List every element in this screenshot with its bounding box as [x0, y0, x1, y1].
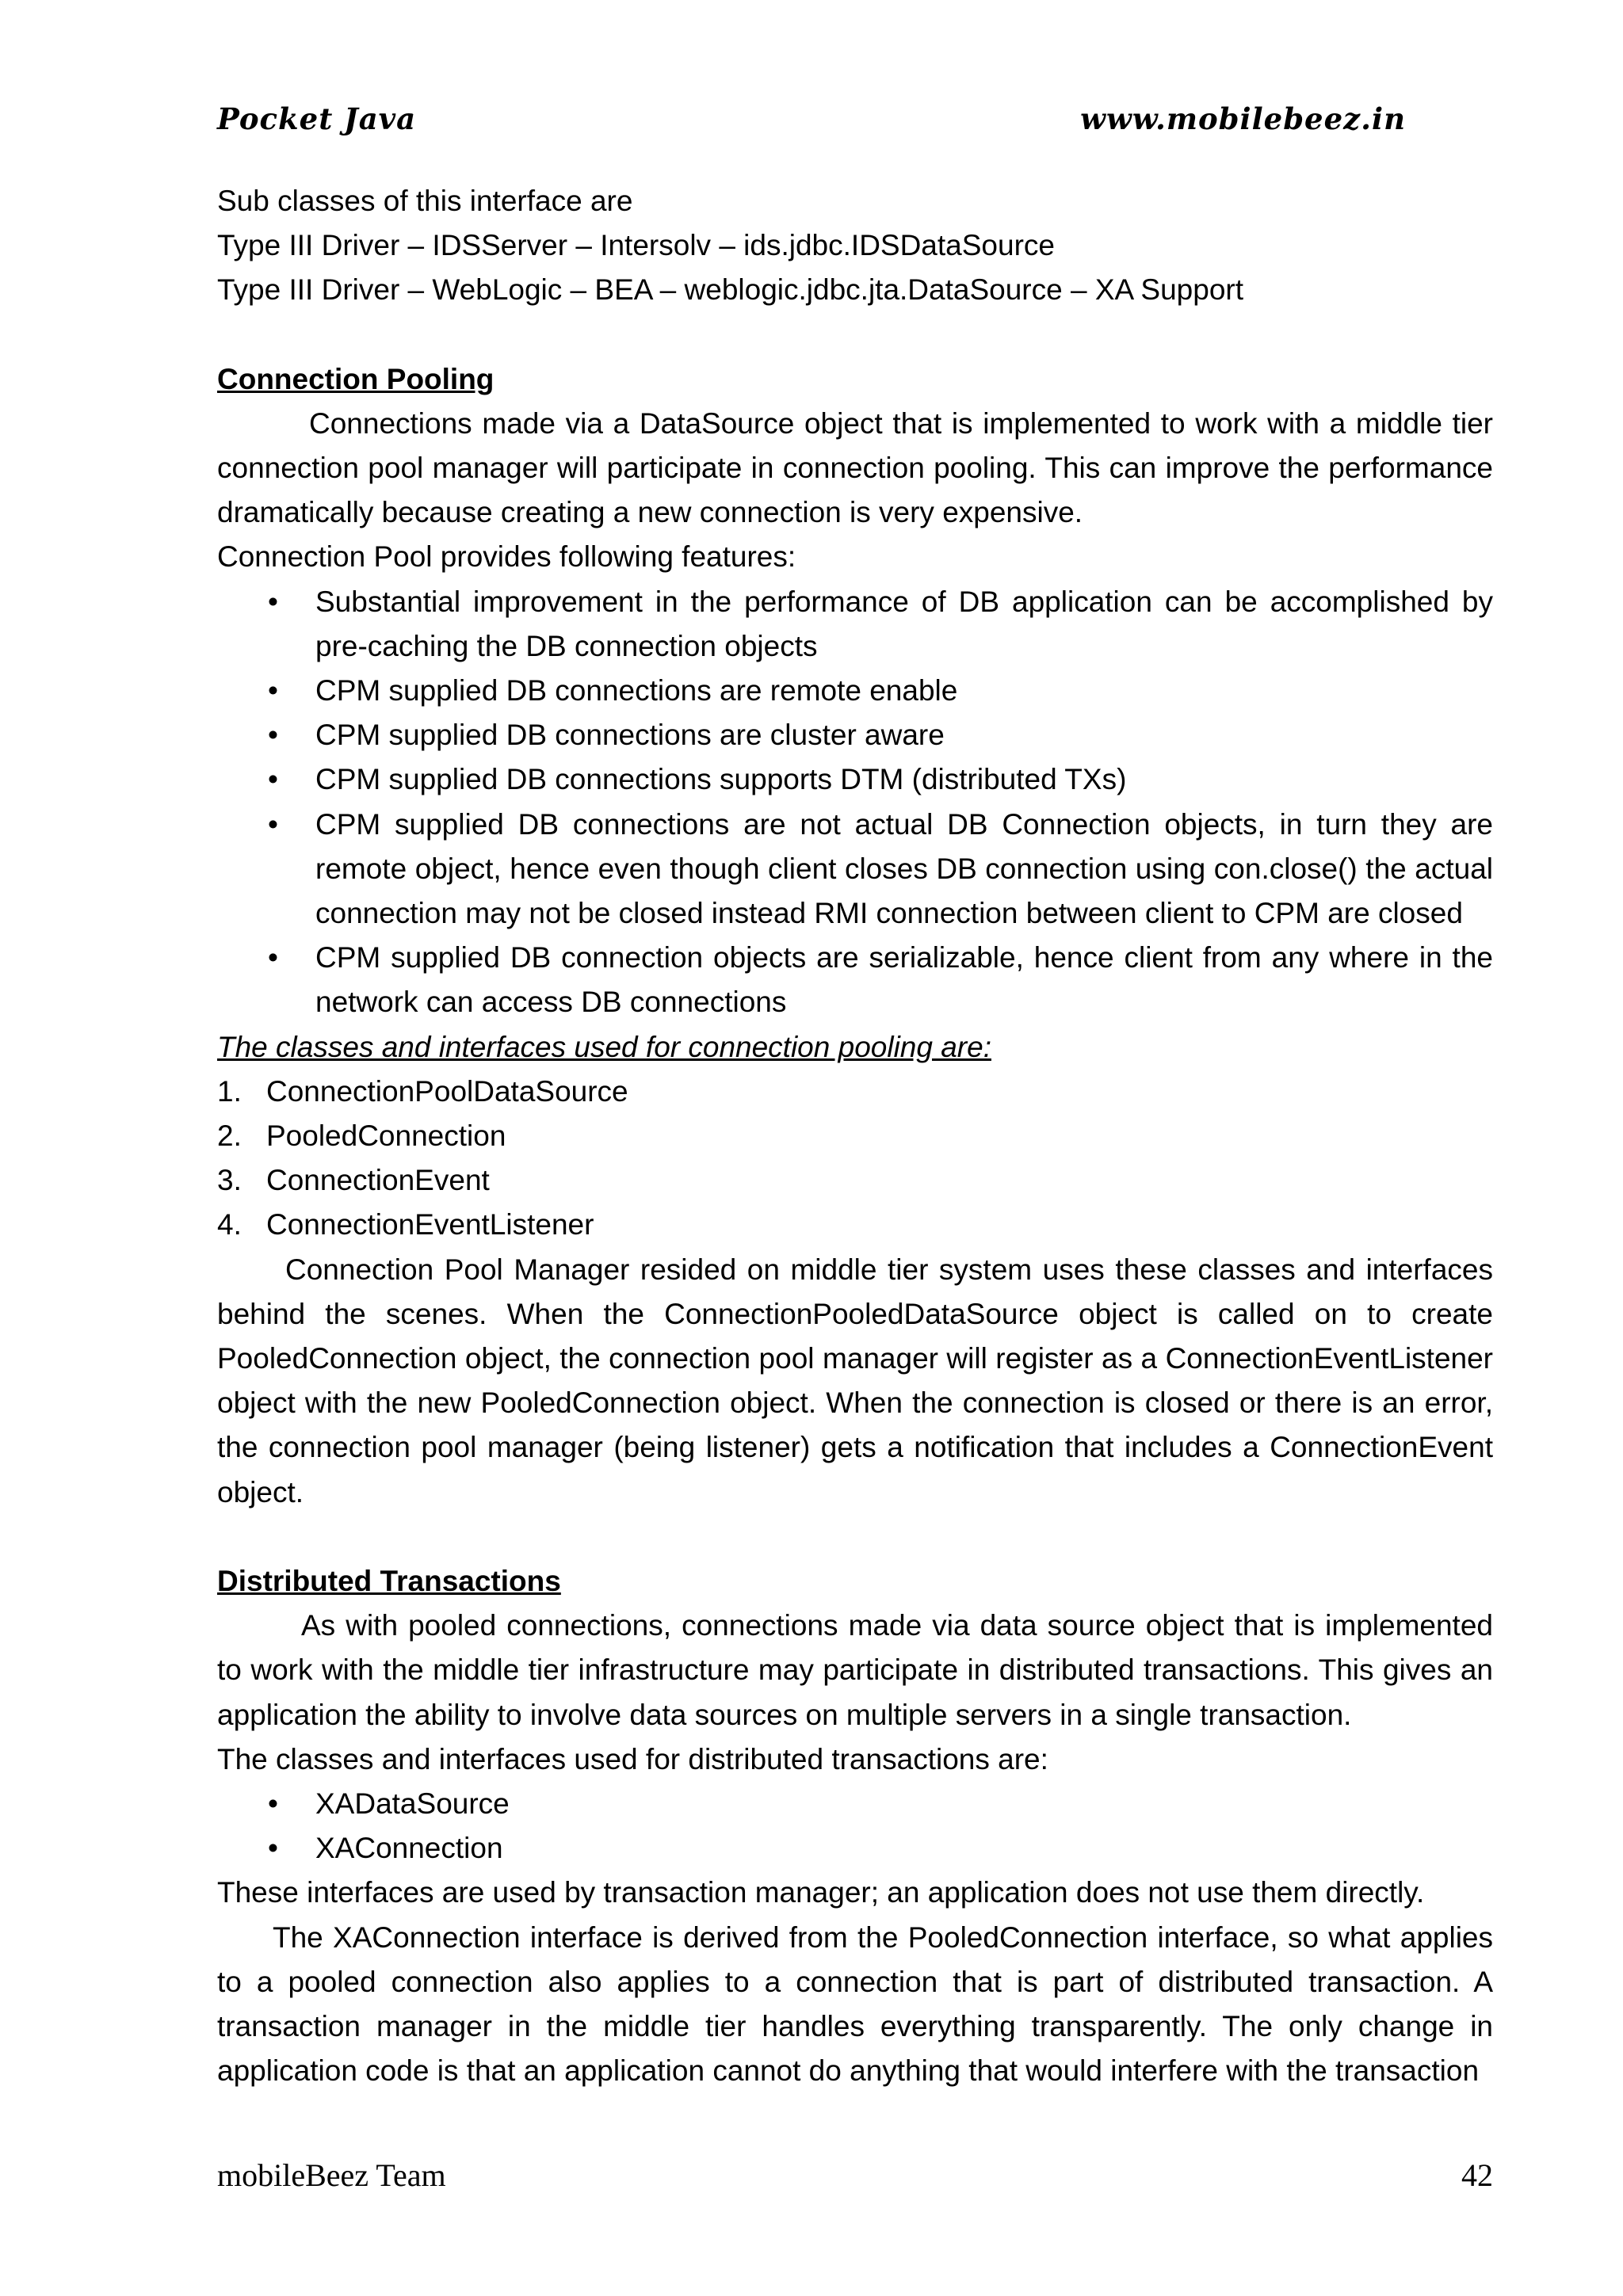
intro-line: Sub classes of this interface are: [217, 185, 633, 217]
list-text: ConnectionPoolDataSource: [266, 1074, 628, 1108]
section-heading-distributed-transactions: Distributed Transactions: [217, 1564, 561, 1597]
paragraph: Connection Pool Manager resided on middle tier system uses these classes and interfaces behind the scenes. When the ConnectionPooledDataSource object is called on to create PooledConnection object, the connection pool manager will register as a ConnectionEventListener object with the new PooledConnection object. When the connection is closed or there is an error, the connection pool manager (being listener) gets a notification that includes a ConnectionEvent object.: [217, 1253, 1493, 1508]
list-number: 4.: [217, 1208, 242, 1241]
spacer: [217, 313, 1493, 357]
paragraph: The XAConnection interface is derived from the PooledConnection interface, so what applies to a pooled connection also applies to a connection that is part of distributed transaction. A transaction manager in the middle tier handles everything transparently. The only change in application code is that an application cannot do anything that would interfere with the transaction: [217, 1920, 1493, 2088]
section-heading-connection-pooling: Connection Pooling: [217, 362, 495, 395]
header-book-title: Pocket Java: [217, 101, 417, 136]
page-content: [217, 179, 1493, 2093]
list-item: • CPM supplied DB connections are remote enable: [217, 669, 1493, 713]
list-number: 3.: [217, 1164, 242, 1197]
list-text: ConnectionEvent: [266, 1164, 490, 1197]
list-item: • XADataSource: [217, 1782, 1493, 1826]
list-item: [217, 1070, 1493, 1114]
classes-list: [217, 1070, 1493, 1248]
header-website: www.mobilebeez.in: [1080, 101, 1406, 136]
xa-classes-list: [217, 1782, 1493, 1871]
footer-team: mobileBeez Team: [217, 2157, 446, 2193]
page-number: 42: [1461, 2157, 1493, 2193]
list-number: 1.: [217, 1074, 242, 1108]
list-item: • Substantial improvement in the performance of DB application can be accomplished by pre-caching the DB connection objects: [217, 580, 1493, 669]
running-header: [217, 101, 1406, 146]
intro-line: Type III Driver – IDSServer – Intersolv – ids.jdbc.IDSDataSource: [217, 229, 1055, 262]
list-item: • CPM supplied DB connections supports DTM (distributed TXs): [217, 757, 1493, 802]
classes-heading: The classes and interfaces used for connection pooling are:: [217, 1030, 991, 1063]
list-item: [217, 1203, 1493, 1247]
list-item: [217, 1114, 1493, 1158]
list-text: PooledConnection: [266, 1119, 506, 1153]
features-list: [217, 580, 1493, 1025]
features-intro: Connection Pool provides following features:: [217, 540, 796, 574]
list-number: 2.: [217, 1119, 242, 1153]
list-item: • CPM supplied DB connection objects are serializable, hence client from any where in the network can access DB connections: [217, 936, 1493, 1024]
paragraph: Connections made via a DataSource object that is implemented to work with a middle tier connection pool manager will participate in connection pooling. This can improve the performance dramatically because creating a new connection is very expensive.: [217, 406, 1493, 529]
list-item: [217, 1158, 1493, 1203]
paragraph: These interfaces are used by transaction manager; an application does not use them directly.: [217, 1876, 1425, 1909]
page-footer: [217, 2157, 1493, 2204]
classes-intro: The classes and interfaces used for distributed transactions are:: [217, 1742, 1048, 1775]
paragraph: As with pooled connections, connections made via data source object that is implemented to work with the middle tier infrastructure may participate in distributed transactions. This gives an application the ability to involve data sources on multiple servers in a single transaction.: [217, 1609, 1493, 1731]
list-item: • CPM supplied DB connections are not actual DB Connection objects, in turn they are remote object, hence even though client closes DB connection using con.close() the actual connection may not be closed instead RMI connection between client to CPM are closed: [217, 803, 1493, 936]
list-item: • XAConnection: [217, 1826, 1493, 1871]
list-text: ConnectionEventListener: [266, 1208, 594, 1241]
intro-line: Type III Driver – WebLogic – BEA – weblogic.jdbc.jta.DataSource – XA Support: [217, 273, 1244, 307]
spacer: [217, 1515, 1493, 1559]
list-item: • CPM supplied DB connections are cluster aware: [217, 713, 1493, 757]
